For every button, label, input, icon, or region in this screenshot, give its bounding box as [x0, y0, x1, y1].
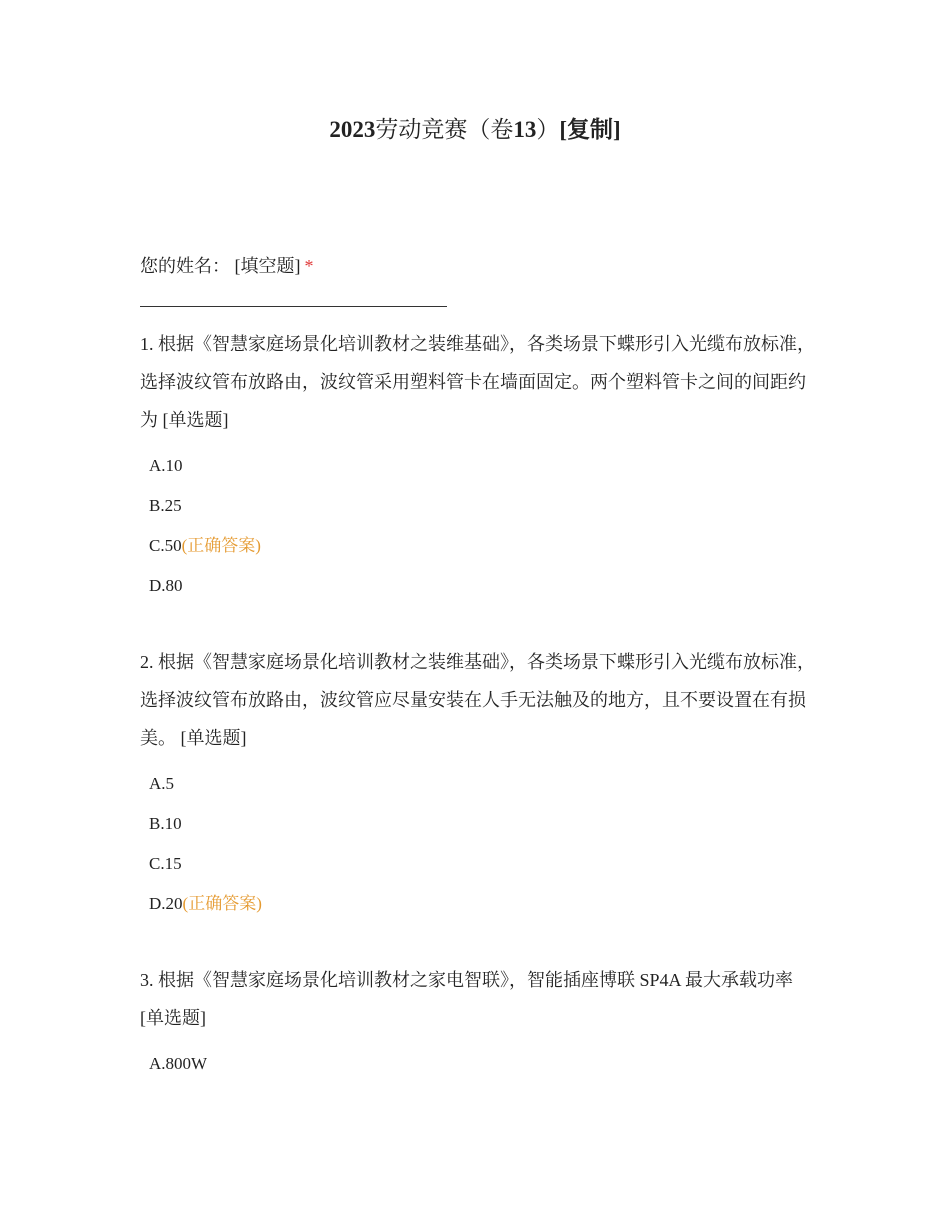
option-a[interactable]: A.10 — [149, 456, 183, 475]
option-d[interactable]: D.80 — [149, 576, 183, 595]
option-b[interactable]: B.25 — [149, 496, 182, 515]
option-c[interactable] — [149, 526, 815, 566]
name-input-line[interactable] — [140, 306, 447, 307]
option-b[interactable]: B.10 — [149, 814, 182, 833]
option-a[interactable]: A.800W — [149, 1054, 208, 1073]
title-close: ） — [536, 117, 560, 142]
option-d-label: D.20 — [149, 894, 183, 913]
question-2 — [140, 643, 815, 924]
title-year: 2023 — [329, 117, 376, 142]
name-question — [140, 252, 314, 278]
option-c-label: C.50 — [149, 536, 182, 555]
question-text: 3. 根据《智慧家庭场景化培训教材之家电智联》，智能插座博联 SP4A 最大承载功率 [单选题] — [140, 970, 794, 1028]
required-mark: * — [304, 256, 314, 276]
correct-answer-tag: (正确答案) — [182, 894, 262, 913]
question-text: 1. 根据《智慧家庭场景化培训教材之装维基础》，各类场景下蝶形引入光缆布放标准，选择波纹管布放路由，波纹管采用塑料管卡在墙面固定。两个塑料管卡之间的间距约为 [单选题] — [140, 334, 815, 430]
question-text: 2. 根据《智慧家庭场景化培训教材之装维基础》，各类场景下蝶形引入光缆布放标准，选择波纹管布放路由，波纹管应尽量安装在人手无法触及的地方，且不要设置在有损美。 [单选题] — [140, 652, 815, 748]
name-label: 您的姓名： — [140, 256, 230, 276]
correct-answer-tag: (正确答案) — [181, 536, 261, 555]
option-d[interactable] — [149, 884, 815, 924]
name-type: [填空题] — [234, 256, 301, 276]
title-main: 劳动竞赛（卷 — [375, 117, 514, 142]
title-tag: [复制] — [559, 117, 621, 142]
option-c[interactable]: C.15 — [149, 854, 182, 873]
question-3 — [140, 961, 815, 1084]
title-number: 13 — [513, 117, 537, 142]
question-1 — [140, 325, 815, 606]
option-a[interactable]: A.5 — [149, 774, 175, 793]
page-title — [0, 111, 950, 144]
